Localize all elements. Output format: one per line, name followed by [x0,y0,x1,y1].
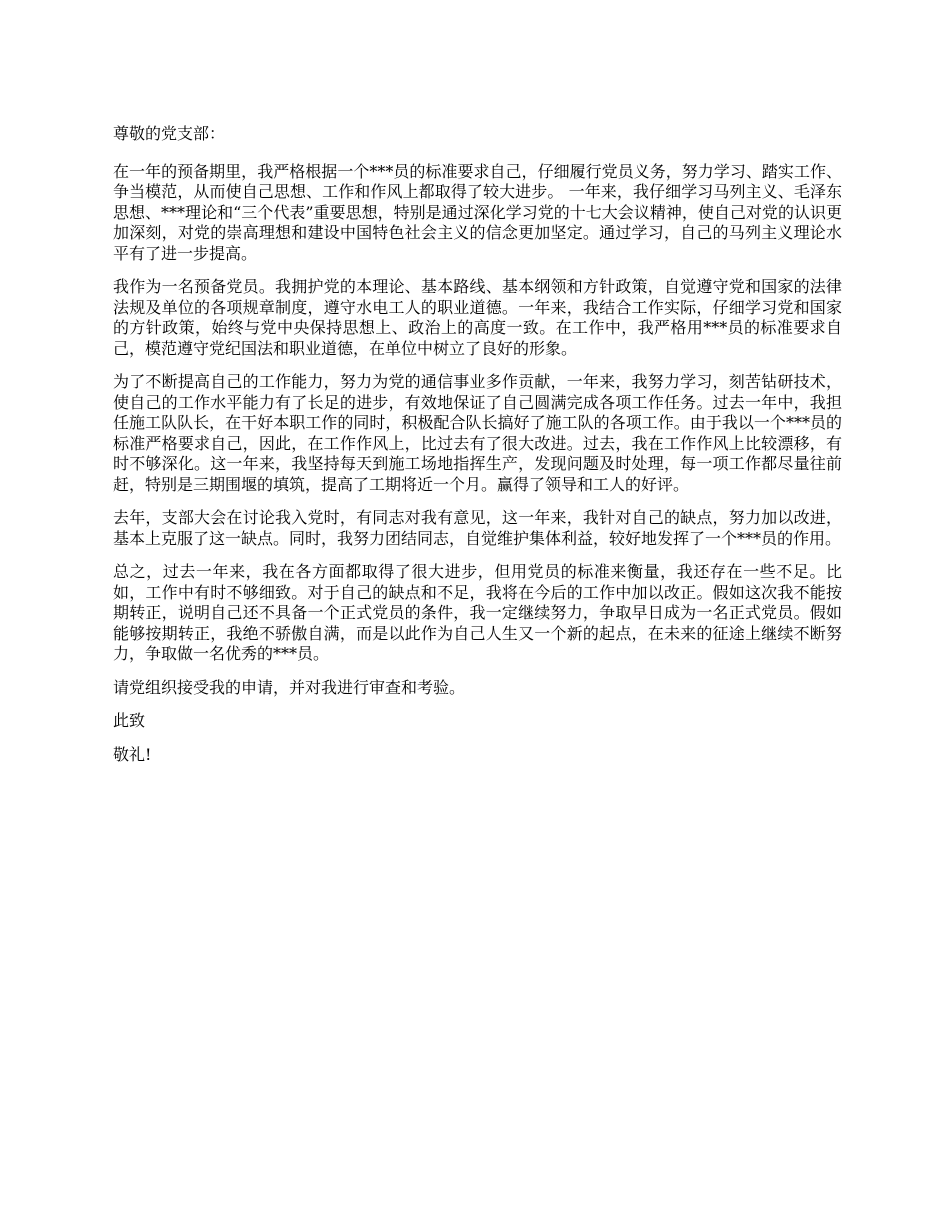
salutation: 尊敬的党支部： [113,124,226,143]
paragraph-5: 总之，过去一年来，我在各方面都取得了很大进步，但用党员的标准来衡量，我还存在一些不足。比如，工作中有时不够细致。对于自己的缺点和不足，我将在今后的工作中加以改正。假如这次我不能按期转正，说明自己还不具备一个正式党员的条件，我一定继续努力，争取早日成为一名正式党员。假如能够按期转正，我绝不骄傲自满，而是以此作为自己人生又一个新的起点，在未来的征途上继续不断努力，争取做一名优秀的***员。 [113,562,842,663]
paragraph-6: 请党组织接受我的申请，并对我进行审查和考验。 [113,677,466,697]
closing-salute: 敬礼! [113,744,152,764]
closing-regards: 此致 [113,711,146,730]
paragraph-2: 我作为一名预备党员。我拥护党的本理论、基本路线、基本纲领和方针政策，自觉遵守党和国家的法律法规及单位的各项规章制度，遵守水电工人的职业道德。一年来，我结合工作实际，仔细学习党和国家的方针政策，始终与党中央保持思想上、政治上的高度一致。在工作中，我严格用***员的标准要求自己，模范遵守党纪国法和职业道德，在单位中树立了良好的形象。 [113,277,842,358]
paragraph-1: 在一年的预备期里，我严格根据一个***员的标准要求自己，仔细履行党员义务，努力学习、踏实工作、争当模范，从而使自己思想、工作和作风上都取得了较大进步。 一年来，我仔细学习马列主义、毛泽东思想、***理论和“三个代表”重要思想，特别是通过深化学习党的十七大会议精神，使自己对党的认识更加深刻，对党的崇高理想和建设中国特色社会主义的信念更加坚定。通过学习，自己的马列主义理论水平有了进一步提高。 [113,161,842,263]
paragraph-3: 为了不断提高自己的工作能力，努力为党的通信事业多作贡献，一年来，我努力学习，刻苦钻研技术，使自己的工作水平能力有了长足的进步，有效地保证了自己圆满完成各项工作任务。过去一年中，我担任施工队队长，在干好本职工作的同时，积极配合队长搞好了施工队的各项工作。由于我以一个***员的标准严格要求自己，因此，在工作作风上，比过去有了很大改进。过去，我在工作作风上比较漂移，有时不够深化。这一年来，我坚持每天到施工场地指挥生产，发现问题及时处理，每一项工作都尽量往前赶，特别是三期围堰的填筑，提高了工期将近一个月。赢得了领导和工人的好评。 [113,372,842,494]
letter-page [113,124,842,778]
paragraph-4: 去年，支部大会在讨论我入党时，有同志对我有意见，这一年来，我针对自己的缺点，努力加以改进，基本上克服了这一缺点。同时，我努力团结同志，自觉维护集体利益，较好地发挥了一个***员的作用。 [113,508,842,548]
